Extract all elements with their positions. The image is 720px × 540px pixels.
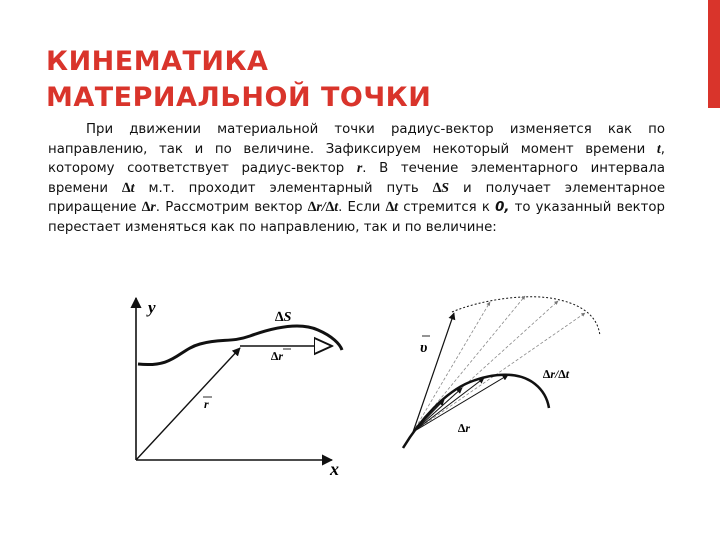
figure-right [403, 296, 600, 448]
r-label: r [204, 397, 209, 411]
symbol-delta-t: ∆t [122, 180, 135, 196]
text-fragment: При движении материальной точки радиус-вектор изменяется как по направлению, так и по величине. Зафиксируем некоторый момент времени [48, 122, 665, 157]
figure-left [136, 298, 342, 479]
ratio-label: ∆r/∆t [543, 367, 570, 381]
delta-s-label: ∆S [275, 310, 292, 325]
delta-r-label: ∆r [271, 349, 284, 363]
title-line-1: КИНЕМАТИКА [46, 46, 269, 77]
text-fragment: , которому соответствует радиус-вектор [48, 141, 665, 177]
symbol-t: t [656, 141, 661, 157]
symbol-delta-s: ∆S [432, 180, 450, 196]
text-fragment: . В течение элементарного интервала времени [48, 161, 665, 196]
title-line-2: МАТЕРИАЛЬНОЙ ТОЧКИ [46, 82, 432, 113]
symbol-delta-t-2: ∆t [385, 200, 399, 216]
text-fragment: и получает элементарное приращение [48, 180, 665, 216]
velocity-label: υ [420, 340, 428, 356]
trajectory-arc [403, 375, 549, 448]
text-fragment: то указанный вектор перестает изменяться как по направлению, так и по величине: [48, 200, 665, 235]
symbol-dr-over-dt: ∆r/∆t [307, 200, 339, 216]
text-fragment: . Рассмотрим вектор [155, 200, 308, 216]
text-fragment: стремится к [398, 200, 496, 216]
trajectory-curve [138, 326, 342, 365]
text-fragment: м.т. проходит элементарный путь [134, 180, 433, 196]
y-axis-label: y [148, 298, 156, 317]
chord-rays [413, 296, 585, 432]
x-axis-label: x [330, 459, 339, 479]
text-fragment: . Если [338, 200, 386, 216]
symbol-zero: 0, [495, 200, 510, 216]
delta-r-label-right: ∆r [458, 421, 471, 435]
symbol-r-vector: r [356, 161, 363, 177]
symbol-delta-r: ∆r [141, 200, 156, 216]
